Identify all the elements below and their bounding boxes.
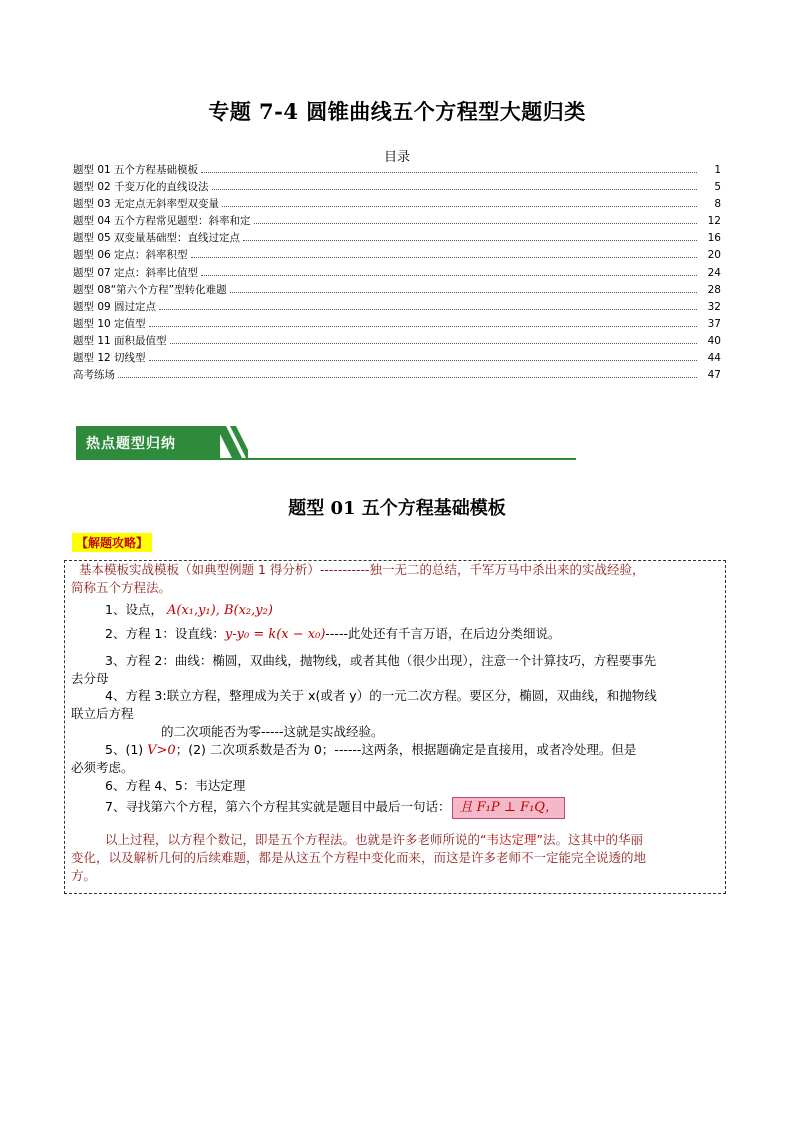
toc-item-page: 44 xyxy=(707,352,721,365)
toc-leader-dots xyxy=(191,257,697,258)
table-of-contents xyxy=(73,162,721,384)
toc-item[interactable] xyxy=(73,299,721,316)
toc-leader-dots xyxy=(149,360,697,361)
toc-item-label: 高考练场 xyxy=(73,369,115,382)
toc-item-label: 题型 01 五个方程基础模板 xyxy=(73,164,199,176)
toc-item-page: 47 xyxy=(707,369,721,382)
toc-item-label: 题型 03 无定点无斜率型双变量 xyxy=(73,198,220,211)
strategy-tag: 【解题攻略】 xyxy=(72,533,152,552)
banner-stripes-icon xyxy=(216,426,248,458)
step-5-line-2: 必须考虑。 xyxy=(71,760,134,775)
toc-item-page: 32 xyxy=(707,300,721,313)
toc-item-label: 题型 06 定点：斜率积型 xyxy=(73,249,188,262)
toc-item[interactable] xyxy=(73,265,721,282)
toc-item-label: 题型 10 定值型 xyxy=(73,317,146,330)
toc-item-label: 题型 08“第六个方程”型转化难题 xyxy=(73,283,227,296)
step-6: 6、方程 4、5：韦达定理 xyxy=(105,778,246,793)
toc-leader-dots xyxy=(159,309,697,310)
toc-item-page: 40 xyxy=(707,334,721,347)
summary-line-2: 变化，以及解析几何的后续难题，都是从这五个方程中变化而来，而这是许多老师不一定能完全说透的地 xyxy=(71,850,647,865)
summary-text-a1: 以上过程，以方程个数记，即是五个方程法。也就是许多老师所说的 xyxy=(105,832,481,847)
summary-text-a2: 法。这其中的华丽 xyxy=(542,832,643,847)
step-5-formula: V>0 xyxy=(147,743,176,758)
step-2-formula: y-y₀ = k(x − x₀) xyxy=(224,627,326,642)
section-banner xyxy=(76,426,576,462)
step-5-text-b: ；(2) 二次项系数是否为 0；------这两条，根据题确定是直接用，或者冷处理。但是 xyxy=(175,742,637,757)
step-7 xyxy=(105,797,565,819)
step-4-line-1: 4、方程 3:联立方程，整理成为关于 x(或者 y）的一元二次方程。要区分，椭圆，双曲线，和抛物线 xyxy=(105,688,657,703)
toc-leader-dots xyxy=(118,377,697,378)
toc-item[interactable] xyxy=(73,367,721,384)
toc-item-page: 16 xyxy=(707,232,721,245)
toc-item-page: 24 xyxy=(707,266,721,279)
step-7-text: 7、寻找第六个方程，第六个方程其实就是题目中最后一句话： xyxy=(105,799,451,814)
banner-underline xyxy=(76,458,576,460)
step-3-line-1: 3、方程 2：曲线：椭圆，双曲线，抛物线，或者其他（很少出现），注意一个计算技巧，方程要事先 xyxy=(105,653,657,668)
toc-leader-dots xyxy=(222,206,697,207)
toc-item-page: 28 xyxy=(707,283,721,296)
summary-quote: “韦达定理” xyxy=(480,832,543,847)
toc-item-label: 题型 05 双变量基础型：直线过定点 xyxy=(73,232,241,245)
document-title: 专题 7-4 圆锥曲线五个方程型大题归类 xyxy=(208,99,586,124)
toc-item[interactable] xyxy=(73,247,721,264)
intro-line-2: 简称五个方程法。 xyxy=(71,580,172,595)
intro-line: 基本模板实战模板（如典型例题 1 得分析）-----------独一无二的总结，千军万马中杀出来的实战经验， xyxy=(79,562,645,577)
step-4-line-3: 的二次项能否为零-----这就是实战经验。 xyxy=(161,724,384,739)
toc-item-label: 题型 11 面积最值型 xyxy=(73,334,167,347)
toc-leader-dots xyxy=(170,343,697,344)
summary-line-3: 方。 xyxy=(71,868,97,883)
step-3-line-2: 去分母 xyxy=(71,671,109,686)
toc-item-page: 5 xyxy=(714,181,721,194)
toc-item-label: 题型 09 圆过定点 xyxy=(73,300,157,313)
toc-item-label: 题型 12 切线型 xyxy=(73,352,146,365)
step-1-text: 1、设点， xyxy=(105,602,163,617)
step-4-line-2: 联立后方程 xyxy=(71,706,134,721)
summary-line-1 xyxy=(105,831,643,849)
toc-item-label: 题型 04 五个方程常见题型：斜率和定 xyxy=(73,215,251,228)
toc-item[interactable] xyxy=(73,213,721,230)
toc-leader-dots xyxy=(230,292,697,293)
toc-leader-dots xyxy=(254,223,697,224)
toc-leader-dots xyxy=(201,172,697,173)
toc-item-page: 1 xyxy=(714,164,721,176)
toc-item[interactable] xyxy=(73,179,721,196)
toc-leader-dots xyxy=(243,240,697,241)
step-2 xyxy=(105,625,560,644)
toc-item[interactable] xyxy=(73,333,721,350)
toc-item[interactable] xyxy=(73,282,721,299)
step-2-text: 2、方程 1：设直线： xyxy=(105,626,225,641)
step-2-tail: -----此处还有千言万语，在后边分类细说。 xyxy=(325,626,561,641)
toc-item-label: 题型 02 千变万化的直线设法 xyxy=(73,181,209,194)
toc-leader-dots xyxy=(212,189,697,190)
banner-label: 热点题型归纳 xyxy=(86,436,176,452)
toc-item-page: 8 xyxy=(714,198,721,211)
step-5-text-a: 5、(1) xyxy=(105,742,148,757)
toc-item[interactable] xyxy=(73,350,721,367)
toc-leader-dots xyxy=(149,326,697,327)
step-7-condition: 且 F₁P ⊥ F₁Q， xyxy=(452,797,565,819)
toc-item-label: 题型 07 定点：斜率比值型 xyxy=(73,266,199,279)
strategy-box xyxy=(64,560,726,894)
toc-heading: 目录 xyxy=(383,150,410,165)
toc-item-page: 20 xyxy=(707,249,721,262)
step-1 xyxy=(105,601,273,620)
step-5-line-1 xyxy=(105,741,636,760)
toc-item[interactable] xyxy=(73,196,721,213)
toc-item[interactable] xyxy=(73,162,721,179)
toc-leader-dots xyxy=(201,275,697,276)
toc-item[interactable] xyxy=(73,316,721,333)
step-1-formula: A(x₁,y₁), B(x₂,y₂) xyxy=(166,603,273,618)
toc-item[interactable] xyxy=(73,230,721,247)
section-title: 题型 01 五个方程基础模板 xyxy=(288,498,506,519)
toc-item-page: 12 xyxy=(707,215,721,228)
toc-item-page: 37 xyxy=(707,317,721,330)
